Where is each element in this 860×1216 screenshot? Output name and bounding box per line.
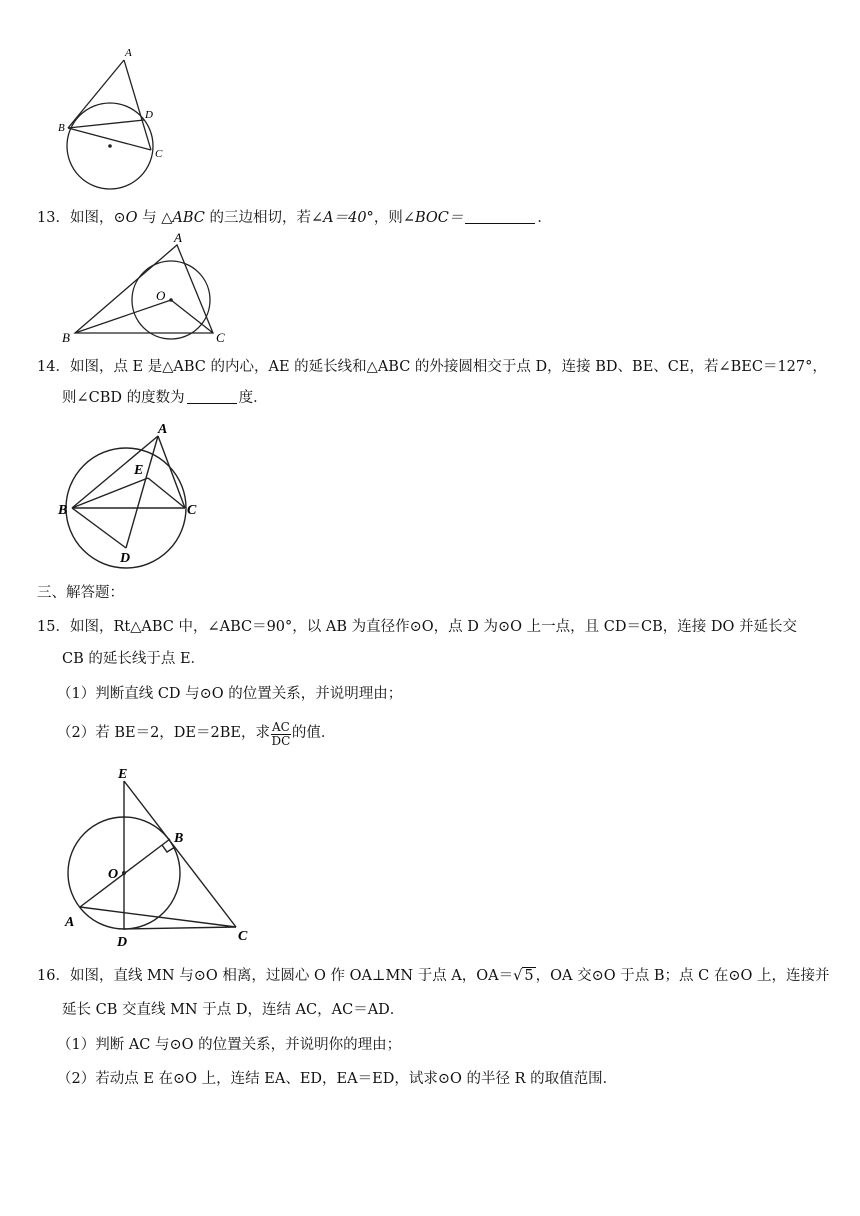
q16-line1	[37, 966, 829, 986]
section-3-heading: 三、解答题：	[37, 585, 124, 601]
q14-line1: 14．如图，点 E 是△ABC 的内心，AE 的延长线和△ABC 的外接圆相交于点 D，连接 BD、BE、CE，若∠BEC＝127°，	[37, 359, 827, 375]
q14-line2-suffix: 度．	[238, 390, 268, 406]
fig15-segment-ac	[80, 907, 236, 927]
q15-part2-suffix: 的值．	[291, 725, 336, 741]
q16-sqrt-radicand: 5	[524, 968, 534, 984]
q15-fraction-numerator: AC	[271, 720, 290, 734]
fig13-label-a: A	[174, 230, 182, 245]
q16-part1: （1）判断 AC 与⊙O 的位置关系，并说明你的理由；	[57, 1037, 402, 1053]
fig14-label-e: E	[134, 463, 144, 478]
q15-part2	[57, 721, 335, 748]
fig15-label-d: D	[117, 935, 128, 950]
q15-line1: 15．如图，Rt△ABC 中，∠ABC＝90°，以 AB 为直径作⊙O，点 D 为⊙O 上一点，且 CD＝CB，连接 DO 并延长交	[37, 619, 797, 635]
q15-fraction	[271, 721, 291, 748]
q16-sqrt-symbol: √	[513, 968, 523, 984]
fig13-center-dot	[169, 298, 173, 302]
q13-angle-boc: ∠BOC＝	[402, 210, 464, 226]
fig15-label-e: E	[118, 767, 128, 782]
fig15-label-c: C	[238, 929, 248, 944]
fig14-label-c: C	[187, 503, 197, 518]
q15-part1: （1）判断直线 CD 与⊙O 的位置关系，并说明理由；	[57, 686, 403, 702]
figure-q12	[0, 0, 860, 195]
q13-number: 13．	[37, 210, 70, 226]
fig15-label-o: O	[108, 867, 119, 882]
figure-q14	[0, 420, 860, 570]
q13-t2: 与	[142, 210, 157, 226]
fig12-segment-ab	[68, 60, 124, 128]
fig14-segment-ad	[126, 436, 158, 548]
fig15-label-b: B	[174, 831, 184, 846]
q14-line2-prefix: 则∠CBD 的度数为	[62, 390, 185, 406]
q15-fraction-denominator: DC	[271, 734, 291, 748]
q13-angle-a: ∠A＝40°	[310, 210, 374, 226]
q13-text	[37, 208, 552, 228]
q15-line2: CB 的延长线于点 E．	[62, 651, 206, 667]
figure-q15	[0, 762, 860, 952]
fig14-segment-be	[72, 478, 148, 508]
fig12-center-dot	[108, 144, 112, 148]
fig13-triangle	[75, 245, 213, 333]
q16-line1-prefix: 16．如图，直线 MN 与⊙O 相离，过圆心 O 作 OA⊥MN 于点 A，OA＝	[37, 968, 514, 984]
q13-answer-blank[interactable]	[465, 209, 535, 224]
fig12-label-c: C	[155, 148, 163, 160]
q15-part2-prefix: （2）若 BE＝2，DE＝2BE，求	[57, 725, 270, 741]
q13-t1: 如图，	[69, 210, 114, 226]
fig14-label-b: B	[58, 503, 68, 518]
q13-t3: 的三边相切，若	[209, 210, 311, 226]
q13-triangle: △ABC	[161, 210, 205, 226]
fig14-label-d: D	[120, 551, 131, 566]
fig13-label-o: O	[156, 288, 166, 303]
fig14-segment-ab	[72, 436, 158, 508]
q16-line2: 延长 CB 交直线 MN 于点 D，连结 AC，AC＝AD．	[62, 1002, 405, 1018]
q13-circle: ⊙O	[113, 210, 138, 226]
fig13-label-c: C	[216, 330, 225, 345]
fig15-label-a: A	[65, 915, 75, 930]
fig15-segment-ec	[124, 781, 236, 927]
fig15-segment-dc	[124, 927, 236, 929]
fig12-segment-bd	[68, 120, 144, 128]
fig14-label-a: A	[158, 422, 168, 437]
q16-sqrt	[513, 966, 535, 986]
figure-q13	[0, 230, 860, 345]
q16-part2: （2）若动点 E 在⊙O 上，连结 EA、ED，EA＝ED，试求⊙O 的半径 R 的取值范围．	[57, 1071, 618, 1087]
fig13-segment-ob	[75, 300, 171, 333]
fig13-label-b: B	[62, 330, 70, 345]
q14-line2	[62, 388, 268, 408]
q14-answer-blank[interactable]	[187, 389, 237, 404]
fig12-segment-ac	[124, 60, 151, 150]
q13-end: ．	[537, 210, 552, 226]
fig12-label-d: D	[145, 109, 153, 121]
fig12-label-a: A	[125, 47, 132, 59]
q16-line1-suffix: ，OA 交⊙O 于点 B；点 C 在⊙O 上，连接并	[535, 968, 830, 984]
fig14-segment-bd	[72, 508, 126, 548]
q13-t4: ，则	[373, 210, 403, 226]
fig12-label-b: B	[58, 122, 65, 134]
fig15-center-dot	[122, 871, 126, 875]
